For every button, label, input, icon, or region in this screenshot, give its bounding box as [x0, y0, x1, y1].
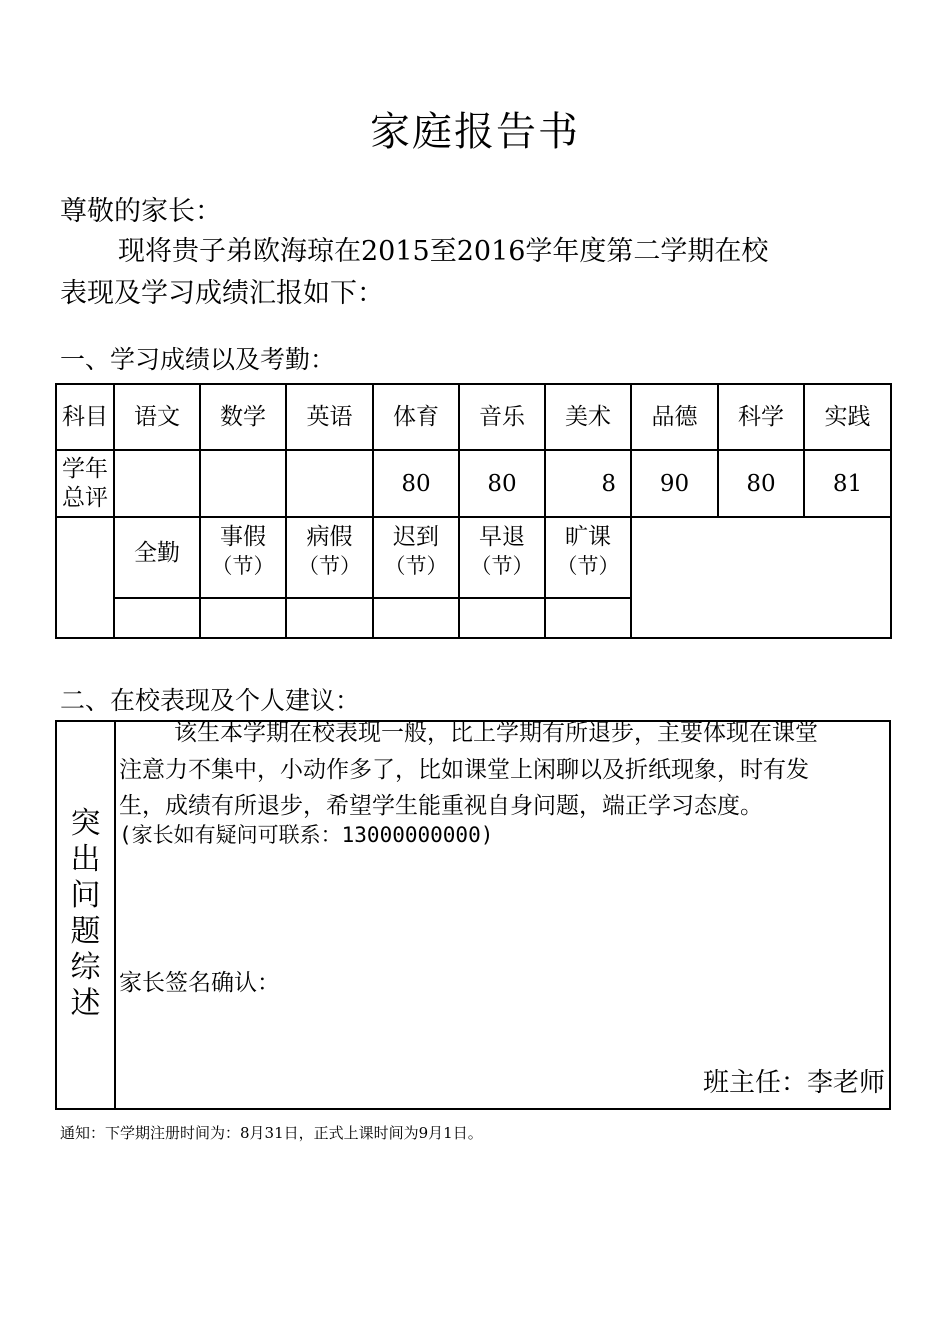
subject-pe: 体育 — [373, 384, 459, 450]
summary-label-char: 题 — [70, 914, 101, 949]
attendance-label — [56, 517, 114, 638]
attendance-item-unit: （节） — [384, 554, 448, 578]
summary-label-char: 突 — [70, 806, 101, 841]
greeting: 尊敬的家长： — [60, 196, 222, 227]
attendance-blank-area — [631, 517, 891, 638]
score-math — [200, 450, 286, 517]
attendance-truancy — [545, 517, 631, 598]
attendance-full: 全勤 — [114, 517, 200, 598]
attendance-item-unit: （节） — [298, 554, 361, 578]
section-1-heading: 一、学习成绩以及考勤： — [60, 345, 336, 374]
attendance-item-unit: （节） — [211, 554, 275, 578]
grades-table — [55, 383, 892, 639]
summary-text — [119, 718, 889, 851]
score-chinese — [114, 450, 200, 517]
scores-label-line-2: 总评 — [62, 484, 108, 511]
attendance-value-sick-leave — [286, 598, 373, 638]
summary-line: 注意力不集中，小动作多了，比如课堂上闲聊以及折纸现象，时有发 — [119, 757, 809, 783]
subject-morality: 品德 — [631, 384, 718, 450]
summary-line: 该生本学期在校表现一般，比上学期有所退步，主要体现在课堂 — [174, 720, 818, 746]
parent-signature-label: 家长签名确认： — [119, 970, 280, 996]
score-practice: 81 — [804, 450, 891, 517]
attendance-value-early-leave — [459, 598, 545, 638]
section-2-heading: 二、在校表现及个人建议： — [60, 686, 361, 715]
attendance-item-name: 旷课 — [565, 524, 611, 550]
attendance-item-unit: （节） — [470, 554, 534, 578]
scores-label-line-1: 学年 — [62, 455, 108, 482]
attendance-late — [373, 517, 459, 598]
attendance-value-truancy — [545, 598, 631, 638]
summary-label-char: 出 — [70, 842, 101, 877]
attendance-header-row — [56, 517, 891, 598]
contact-line: (家长如有疑问可联系：13000000000) — [119, 823, 494, 847]
summary-label-char: 综 — [70, 950, 101, 985]
subject-art: 美术 — [545, 384, 631, 450]
attendance-early-leave — [459, 517, 545, 598]
summary-label-column — [57, 722, 116, 1108]
subject-english: 英语 — [286, 384, 373, 450]
score-pe: 80 — [373, 450, 459, 517]
score-morality: 90 — [631, 450, 718, 517]
scores-label — [56, 450, 114, 517]
score-english — [286, 450, 373, 517]
subject-practice: 实践 — [804, 384, 891, 450]
subject-science: 科学 — [718, 384, 804, 450]
score-art: 8 — [545, 450, 631, 517]
attendance-value-full — [114, 598, 200, 638]
attendance-personal-leave — [200, 517, 286, 598]
scores-row — [56, 450, 891, 517]
attendance-value-late — [373, 598, 459, 638]
attendance-sick-leave — [286, 517, 373, 598]
summary-label — [57, 806, 114, 1022]
summary-box — [55, 720, 891, 1110]
intro-line-2: 表现及学习成绩汇报如下： — [60, 278, 384, 309]
subject-music: 音乐 — [459, 384, 545, 450]
attendance-item-name: 早退 — [479, 524, 525, 550]
score-music: 80 — [459, 450, 545, 517]
summary-label-char: 问 — [70, 878, 101, 913]
subject-math: 数学 — [200, 384, 286, 450]
subject-chinese: 语文 — [114, 384, 200, 450]
score-science: 80 — [718, 450, 804, 517]
intro-line-1: 现将贵子弟欧海琼在2015至2016学年度第二学期在校 — [118, 236, 769, 267]
subject-header: 科目 — [56, 384, 114, 450]
notice: 通知：下学期注册时间为：8月31日，正式上课时间为9月1日。 — [60, 1124, 483, 1142]
attendance-item-name: 病假 — [306, 524, 353, 550]
teacher-signature: 班主任：李老师 — [702, 1068, 885, 1098]
subjects-row — [56, 384, 891, 450]
summary-label-char: 述 — [70, 986, 101, 1021]
attendance-item-unit: （节） — [556, 554, 620, 578]
attendance-value-personal-leave — [200, 598, 286, 638]
summary-line: 生，成绩有所退步，希望学生能重视自身问题，端正学习态度。 — [119, 793, 763, 819]
page-title: 家庭报告书 — [370, 109, 580, 155]
attendance-item-name: 事假 — [220, 524, 266, 550]
attendance-item-name: 迟到 — [393, 524, 439, 550]
